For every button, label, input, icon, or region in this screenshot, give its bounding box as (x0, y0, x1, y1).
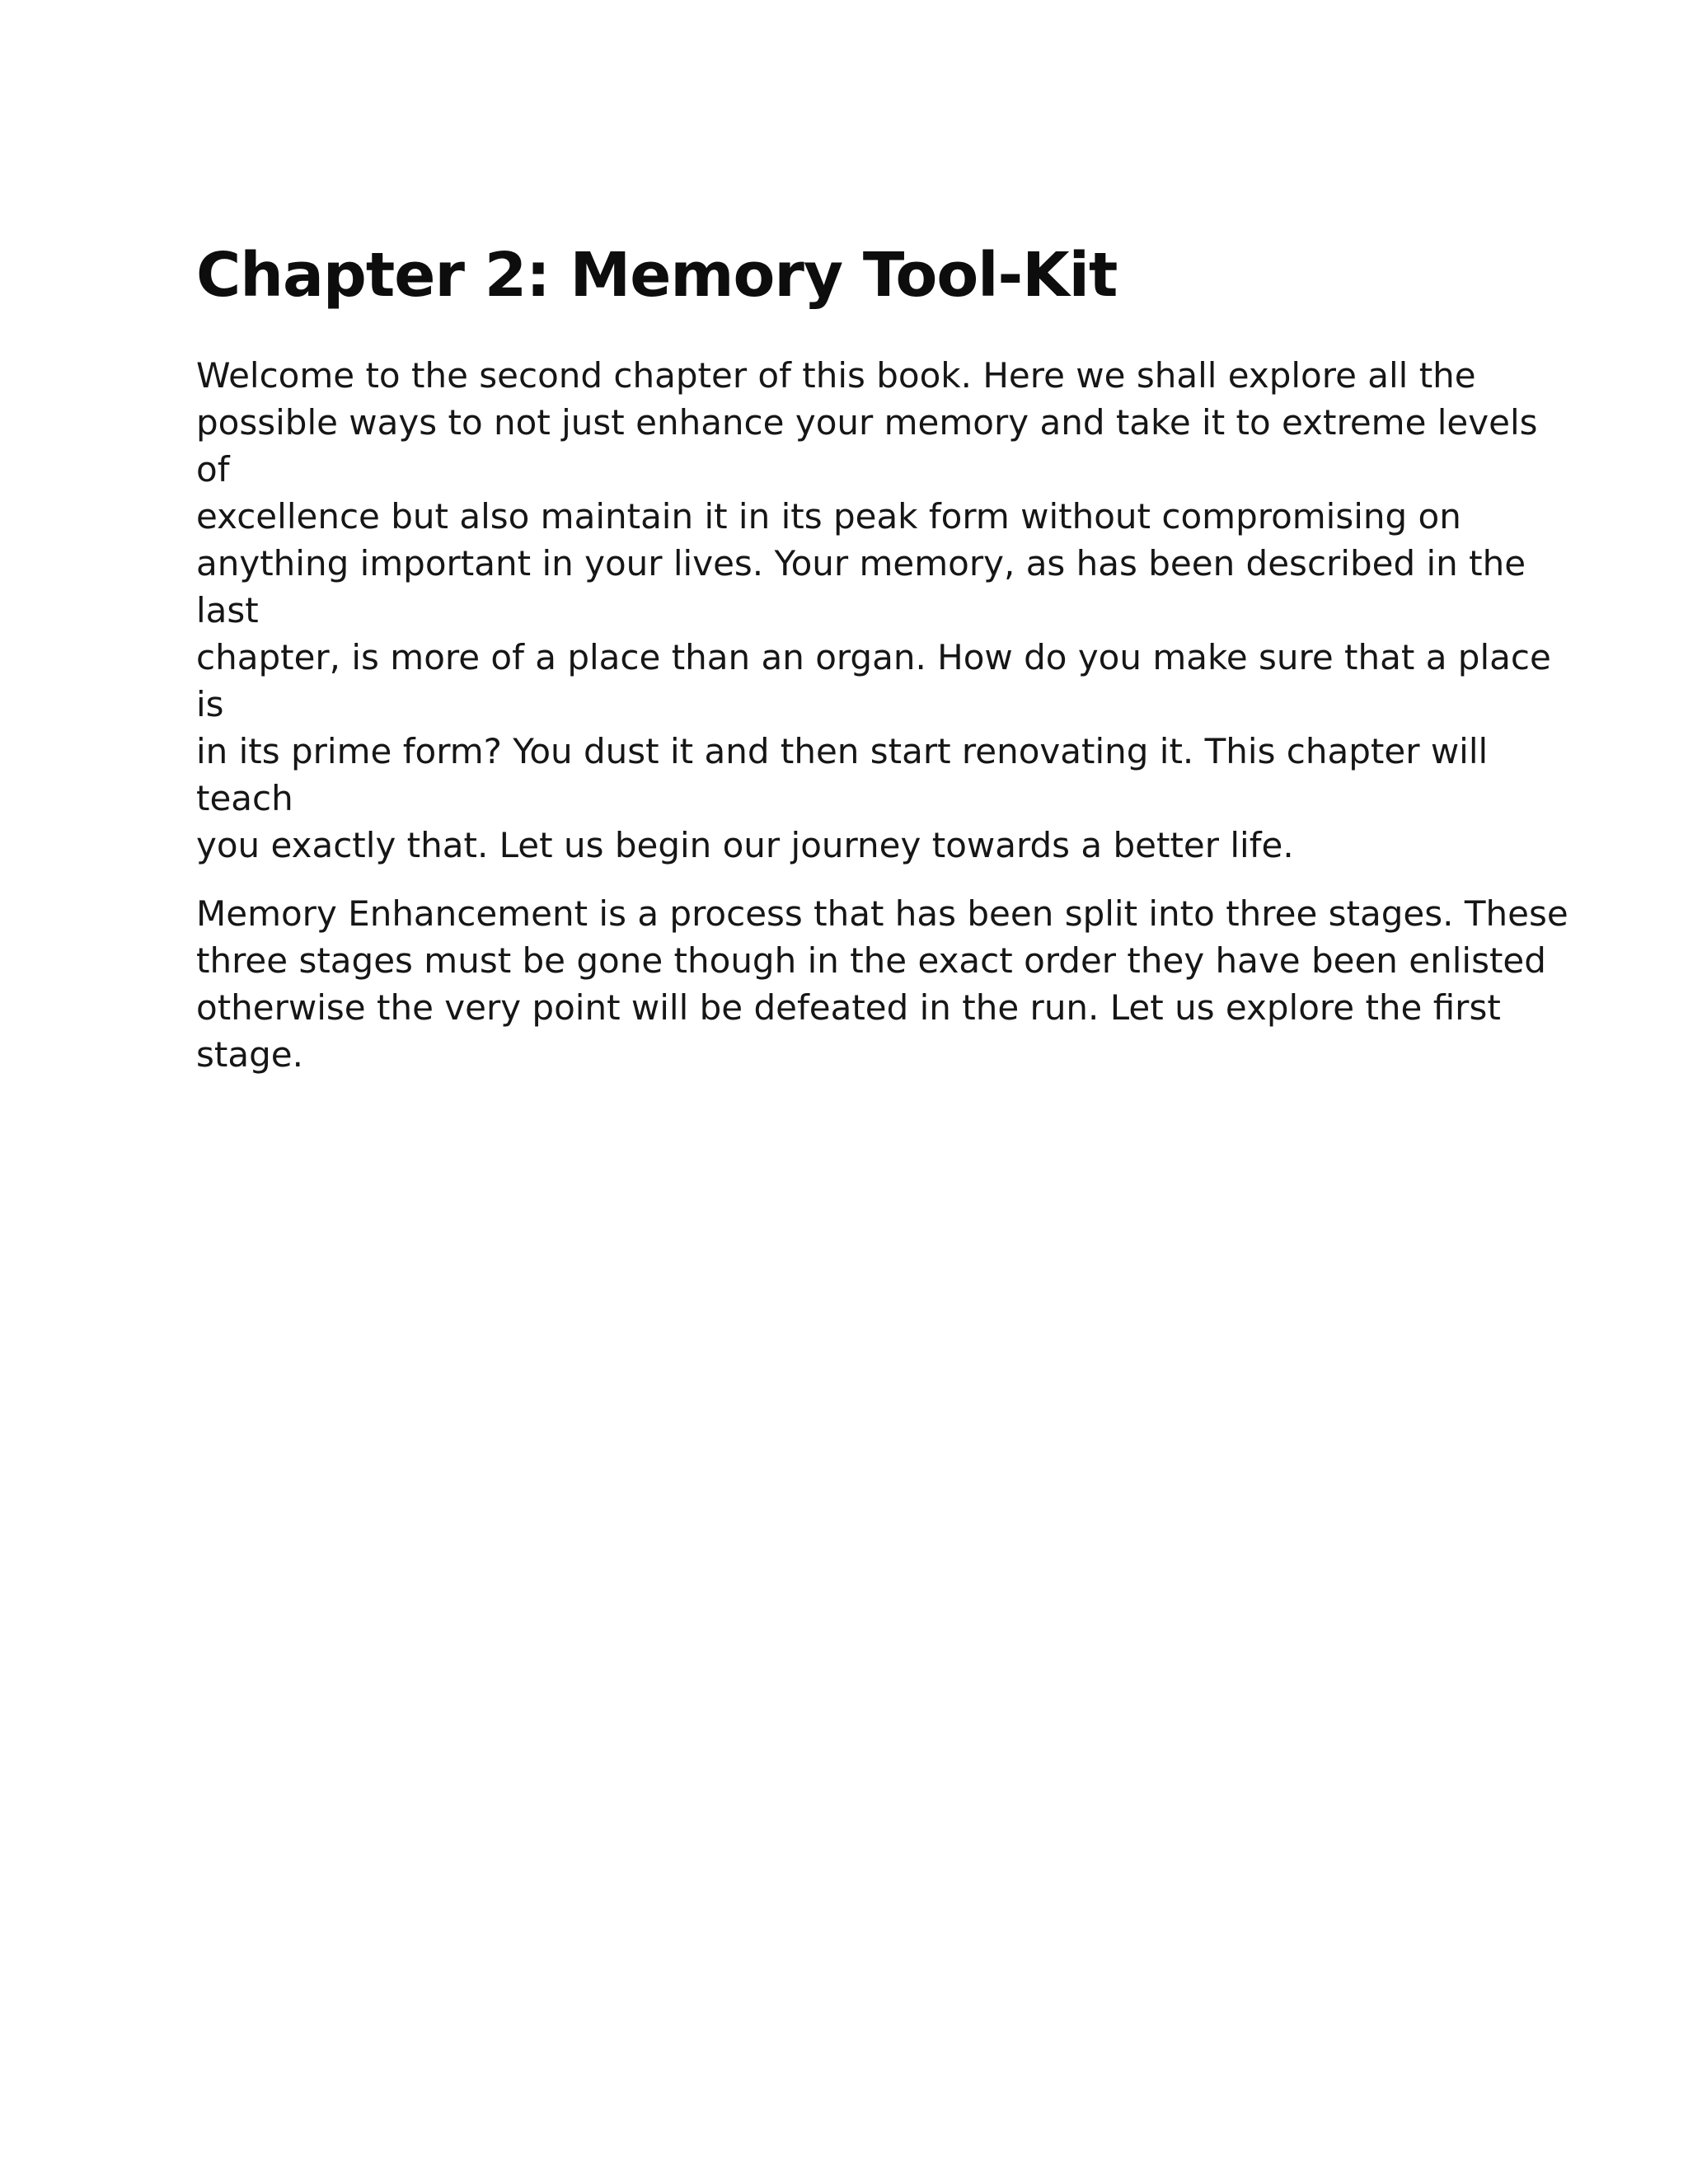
page-content (196, 241, 1581, 1099)
memory-enhancement-paragraph: Memory Enhancement is a process that has been split into three stages. These three stages must be gone though in the exact order they have been enlisted otherwise the very point will be defeated in the run. Let us explore the first stage. (196, 893, 1568, 1076)
intro-paragraph: Welcome to the second chapter of this book. Here we shall explore all the possible ways to not just enhance your memory and take it to extreme levels of excellence but also maintain it in its peak form without compromising on anything important in your lives. Your memory, as has been described in the last chapter, is more of a place than an organ. How do you make sure that a place is in its prime form? You dust it and then start renovating it. This chapter will teach you exactly that. Let us begin our journey towards a better life. (196, 355, 1551, 866)
chapter-title: Chapter 2: Memory Tool-Kit (196, 240, 1118, 311)
